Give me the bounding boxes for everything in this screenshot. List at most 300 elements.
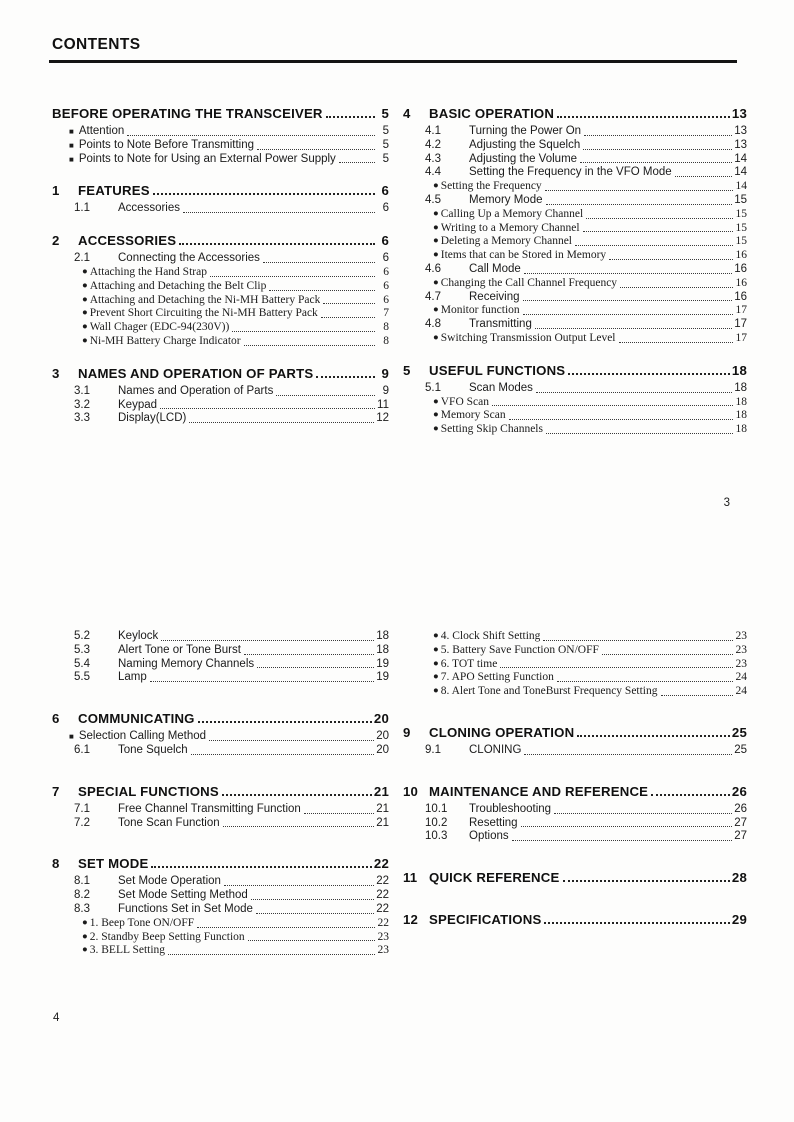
entry-number: 11 — [403, 870, 418, 886]
entry-label: 5. Battery Save Function ON/OFF — [440, 643, 599, 656]
circle-bullet-icon: ● — [433, 424, 439, 435]
toc-entry — [52, 280, 389, 294]
dot-leader — [545, 190, 733, 191]
dot-leader — [276, 395, 375, 396]
toc-entry — [52, 252, 389, 266]
entry-page-number: 22 — [376, 889, 389, 902]
dot-leader — [198, 721, 372, 723]
entry-number: 3.2 — [74, 398, 90, 411]
dot-leader — [609, 259, 733, 260]
entry-number: 8.3 — [74, 902, 90, 915]
toc-entry — [52, 875, 389, 889]
entry-page-number: 5 — [382, 138, 389, 151]
entry-number: 10.1 — [425, 802, 448, 815]
entry-page-number: 23 — [377, 930, 389, 943]
dot-leader — [619, 342, 734, 343]
entry-page-number: 21 — [373, 783, 389, 799]
toc-entry — [52, 125, 389, 139]
entry-number: 4.4 — [425, 166, 441, 179]
entry-number: 9 — [403, 724, 411, 740]
entry-number: 1 — [52, 183, 60, 199]
toc-section-heading — [52, 784, 389, 800]
entry-page-number: 6 — [381, 233, 389, 249]
entry-label: Connecting the Accessories — [118, 252, 260, 265]
entry-label: Setting the Frequency — [440, 180, 542, 193]
entry-label: Changing the Call Channel Frequency — [440, 276, 618, 289]
entry-page-number: 20 — [376, 743, 389, 756]
entry-page-number: 19 — [376, 671, 389, 684]
toc-entry — [52, 931, 389, 945]
dot-leader — [557, 116, 730, 118]
entry-label: BEFORE OPERATING THE TRANSCEIVER — [52, 106, 323, 121]
entry-label: 8. Alert Tone and ToneBurst Frequency Setting — [440, 685, 658, 698]
entry-page-number: 22 — [373, 856, 389, 872]
circle-bullet-icon: ● — [433, 181, 439, 192]
toc-column-upper-left — [52, 106, 389, 426]
entry-label: Transmitting — [469, 318, 532, 331]
entry-label: Attaching the Hand Strap — [89, 265, 207, 278]
circle-bullet-icon: ● — [433, 250, 439, 261]
toc-entry — [52, 294, 389, 308]
entry-number: 10 — [403, 783, 419, 799]
entry-page-number: 6 — [382, 252, 389, 265]
entry-page-number: 22 — [376, 902, 389, 915]
entry-label: Ni-MH Battery Charge Indicator — [89, 334, 241, 347]
dot-leader — [675, 176, 733, 177]
entry-page-number: 9 — [382, 384, 389, 397]
dot-leader — [151, 866, 371, 868]
dot-leader — [509, 419, 733, 420]
dot-leader — [577, 735, 730, 737]
square-bullet-icon: ■ — [69, 732, 74, 742]
toc-entry — [403, 139, 747, 153]
entry-page-number: 14 — [734, 166, 747, 179]
toc-column-lower-right — [403, 630, 747, 931]
entry-page-number: 15 — [734, 193, 747, 206]
entry-label: SPECIAL FUNCTIONS — [78, 783, 219, 799]
toc-entry — [52, 139, 389, 153]
entry-page-number: 18 — [735, 423, 747, 436]
toc-entry — [403, 744, 747, 758]
entry-label: Attention — [78, 125, 125, 137]
entry-page-number: 18 — [735, 409, 747, 422]
dot-leader — [323, 303, 375, 304]
entry-number: 6.1 — [74, 743, 90, 756]
entry-label: USEFUL FUNCTIONS — [429, 362, 566, 378]
entry-number: 7.2 — [74, 816, 90, 829]
entry-label: Memory Scan — [440, 409, 506, 422]
entry-label: Troubleshooting — [469, 802, 552, 815]
entry-label: Writing to a Memory Channel — [440, 221, 580, 234]
toc-entry — [403, 249, 747, 263]
entry-page-number: 7 — [383, 307, 389, 320]
dot-leader — [179, 243, 375, 245]
circle-bullet-icon: ● — [433, 208, 439, 219]
dot-leader — [197, 927, 375, 928]
toc-entry — [403, 803, 747, 817]
entry-number: 12 — [403, 912, 419, 928]
entry-label: Tone Squelch — [118, 743, 188, 756]
dot-leader — [321, 317, 375, 318]
toc-entry — [52, 730, 389, 744]
entry-page-number: 24 — [735, 685, 747, 698]
toc-entry — [52, 630, 389, 644]
dot-leader — [223, 826, 375, 827]
entry-label: Setting Skip Channels — [440, 423, 543, 436]
entry-page-number: 23 — [377, 944, 389, 957]
entry-page-number: 26 — [731, 783, 747, 799]
dot-leader — [523, 314, 733, 315]
circle-bullet-icon: ● — [433, 631, 439, 641]
entry-page-number: 13 — [734, 125, 747, 137]
circle-bullet-icon: ● — [433, 222, 439, 233]
toc-entry — [52, 803, 389, 817]
entry-label: Accessories — [118, 202, 180, 215]
toc-entry — [403, 423, 747, 437]
entry-label: Options — [469, 830, 509, 843]
entry-page-number: 21 — [376, 816, 389, 829]
entry-page-number: 15 — [735, 235, 747, 248]
dot-leader — [524, 754, 732, 755]
entry-label: Keypad — [118, 398, 158, 411]
circle-bullet-icon: ● — [82, 917, 88, 928]
sheet-page-number-3: 3 — [723, 497, 730, 509]
circle-bullet-icon: ● — [433, 396, 439, 407]
dot-leader — [168, 954, 375, 955]
dot-leader — [524, 273, 732, 274]
entry-number: 8 — [52, 856, 60, 872]
dot-leader — [189, 422, 374, 423]
entry-number: 3.3 — [74, 412, 90, 425]
entry-label: Setting the Frequency in the VFO Mode — [469, 166, 672, 179]
dot-leader — [257, 667, 374, 668]
toc-section-heading — [403, 912, 747, 928]
circle-bullet-icon: ● — [433, 236, 439, 247]
toc-entry — [52, 671, 389, 685]
dot-leader — [523, 300, 733, 301]
entry-number: 10.3 — [425, 830, 448, 843]
circle-bullet-icon: ● — [433, 644, 439, 655]
entry-number: 9.1 — [425, 743, 441, 756]
entry-number: 5 — [403, 362, 411, 378]
dot-leader — [224, 885, 374, 886]
entry-label: Set Mode Setting Method — [118, 889, 248, 902]
entry-page-number: 19 — [376, 657, 389, 670]
dot-leader — [257, 149, 375, 150]
toc-section-heading — [403, 784, 747, 800]
toc-section-heading — [403, 106, 747, 122]
toc-entry — [403, 830, 747, 844]
toc-entry — [403, 382, 747, 396]
entry-label: Tone Scan Function — [118, 816, 220, 829]
entry-page-number: 16 — [734, 262, 747, 275]
entry-label: ACCESSORIES — [78, 233, 177, 249]
toc-entry — [403, 630, 747, 644]
toc-entry — [403, 658, 747, 672]
toc-entry — [52, 944, 389, 958]
toc-entry — [52, 307, 389, 321]
entry-label: Items that can be Stored in Memory — [440, 249, 607, 262]
dot-leader — [127, 135, 375, 136]
toc-entry — [403, 222, 747, 236]
entry-number: 2 — [52, 233, 60, 249]
entry-page-number: 6 — [383, 279, 389, 292]
toc-entry — [52, 658, 389, 672]
circle-bullet-icon: ● — [82, 294, 88, 305]
entry-label: Wall Chager (EDC-94(230V)) — [89, 321, 230, 334]
dot-leader — [191, 754, 375, 755]
circle-bullet-icon: ● — [433, 277, 439, 288]
dot-leader — [620, 287, 733, 288]
entry-number: 5.1 — [425, 381, 441, 394]
circle-bullet-icon: ● — [82, 335, 88, 346]
toc-entry — [52, 321, 389, 335]
entry-page-number: 21 — [376, 802, 389, 815]
entry-label: MAINTENANCE AND REFERENCE — [429, 783, 649, 799]
entry-page-number: 26 — [734, 802, 747, 815]
entry-number: 4.8 — [425, 318, 441, 331]
toc-section-heading — [52, 233, 389, 249]
entry-label: Deleting a Memory Channel — [440, 235, 573, 248]
toc-entry — [403, 817, 747, 831]
entry-page-number: 5 — [382, 152, 389, 165]
entry-label: Names and Operation of Parts — [118, 384, 274, 397]
dot-leader — [304, 813, 374, 814]
toc-section-heading — [403, 870, 747, 886]
entry-number: 3.1 — [74, 384, 90, 397]
entry-label: Calling Up a Memory Channel — [440, 207, 584, 220]
dot-leader — [251, 899, 374, 900]
toc-section-heading — [52, 856, 389, 872]
sheet-page-number-4: 4 — [53, 1012, 60, 1024]
dot-leader — [153, 193, 375, 195]
dot-leader — [263, 262, 375, 263]
entry-label: Naming Memory Channels — [118, 657, 255, 670]
entry-label: Switching Transmission Output Level — [440, 331, 616, 344]
entry-label: CLONING — [469, 743, 522, 756]
entry-page-number: 23 — [735, 657, 747, 670]
entry-number: 4 — [403, 106, 411, 121]
dot-leader — [554, 813, 732, 814]
entry-number: 7.1 — [74, 802, 90, 815]
entry-label: 4. Clock Shift Setting — [440, 630, 541, 642]
entry-label: Scan Modes — [469, 381, 533, 394]
entry-label: Free Channel Transmitting Function — [118, 802, 301, 815]
entry-page-number: 15 — [735, 207, 747, 220]
entry-label: Turning the Power On — [469, 125, 582, 137]
toc-entry — [52, 399, 389, 413]
toc-column-lower-left — [52, 630, 389, 958]
circle-bullet-icon: ● — [433, 672, 439, 683]
entry-page-number: 5 — [381, 106, 389, 121]
dot-leader — [661, 695, 733, 696]
entry-page-number: 14 — [734, 152, 747, 165]
entry-number: 8.1 — [74, 875, 90, 888]
square-bullet-icon: ■ — [69, 127, 74, 136]
dot-leader — [269, 290, 375, 291]
circle-bullet-icon: ● — [433, 686, 439, 697]
toc-entry — [52, 385, 389, 399]
entry-label: 6. TOT time — [440, 657, 498, 670]
dot-leader — [583, 149, 732, 150]
dot-leader — [586, 218, 733, 219]
entry-number: 4.1 — [425, 125, 441, 137]
toc-entry — [52, 266, 389, 280]
entry-label: Alert Tone or Tone Burst — [118, 643, 241, 656]
dot-leader — [256, 913, 374, 914]
entry-page-number: 20 — [376, 730, 389, 743]
toc-section-heading — [403, 725, 747, 741]
toc-entry — [403, 644, 747, 658]
entry-label: Keylock — [118, 630, 159, 642]
entry-number: 2.1 — [74, 252, 90, 265]
dot-leader — [183, 212, 375, 213]
toc-entry — [52, 644, 389, 658]
entry-label: 2. Standby Beep Setting Function — [89, 930, 245, 943]
entry-label: Memory Mode — [469, 193, 543, 206]
square-bullet-icon: ■ — [69, 140, 74, 150]
entry-page-number: 15 — [735, 221, 747, 234]
circle-bullet-icon: ● — [433, 305, 439, 316]
toc-entry — [52, 917, 389, 931]
entry-label: Display(LCD) — [118, 412, 187, 425]
entry-number: 5.4 — [74, 657, 90, 670]
dot-leader — [500, 667, 733, 668]
entry-label: Resetting — [469, 816, 518, 829]
dot-leader — [232, 331, 375, 332]
entry-page-number: 27 — [734, 830, 747, 843]
entry-label: Lamp — [118, 671, 147, 684]
toc-entry — [403, 671, 747, 685]
entry-label: CLONING OPERATION — [429, 724, 575, 740]
square-bullet-icon: ■ — [69, 154, 74, 164]
entry-page-number: 22 — [377, 916, 389, 929]
entry-number: 4.6 — [425, 262, 441, 275]
dot-leader — [492, 405, 733, 406]
dot-leader — [535, 328, 732, 329]
dot-leader — [521, 826, 733, 827]
dot-leader — [244, 345, 375, 346]
dot-leader — [543, 640, 733, 641]
entry-number: 8.2 — [74, 889, 90, 902]
header-rule — [49, 60, 737, 63]
entry-page-number: 17 — [735, 304, 747, 317]
entry-number: 3 — [52, 365, 60, 381]
toc-section-heading — [52, 366, 389, 382]
toc-entry — [403, 409, 747, 423]
dot-leader — [544, 922, 729, 924]
entry-number: 4.2 — [425, 138, 441, 151]
toc-entry — [403, 166, 747, 180]
toc-section-heading — [52, 711, 389, 727]
entry-label: 1. Beep Tone ON/OFF — [89, 916, 195, 929]
dot-leader — [575, 245, 733, 246]
circle-bullet-icon: ● — [433, 332, 439, 343]
toc-entry — [403, 685, 747, 699]
entry-page-number: 6 — [382, 202, 389, 215]
dot-leader — [583, 231, 733, 232]
toc-entry — [52, 412, 389, 426]
circle-bullet-icon: ● — [82, 945, 88, 956]
dot-leader — [222, 794, 372, 796]
entry-number: 6 — [52, 711, 60, 727]
entry-label: SET MODE — [78, 856, 149, 872]
entry-page-number: 27 — [734, 816, 747, 829]
toc-entry — [52, 744, 389, 758]
entry-label: VFO Scan — [440, 395, 489, 408]
toc-entry — [52, 335, 389, 349]
entry-label: QUICK REFERENCE — [429, 870, 560, 886]
entry-number: 1.1 — [74, 202, 90, 215]
dot-leader — [580, 162, 732, 163]
dot-leader — [602, 654, 733, 655]
entry-label: Points to Note Before Transmitting — [78, 138, 254, 151]
entry-label: Attaching and Detaching the Belt Clip — [89, 279, 267, 292]
entry-page-number: 18 — [376, 630, 389, 642]
circle-bullet-icon: ● — [82, 266, 88, 277]
entry-number: 4.3 — [425, 152, 441, 165]
entry-label: 3. BELL Setting — [89, 944, 166, 957]
entry-page-number: 8 — [383, 321, 389, 334]
entry-label: FEATURES — [78, 183, 150, 199]
dot-leader — [584, 135, 732, 136]
toc-section-heading — [52, 183, 389, 199]
entry-page-number: 6 — [383, 293, 389, 306]
entry-page-number: 18 — [731, 362, 747, 378]
toc-entry — [403, 235, 747, 249]
entry-page-number: 25 — [734, 743, 747, 756]
toc-section-heading — [52, 106, 389, 122]
entry-number: 5.2 — [74, 630, 90, 642]
entry-page-number: 22 — [376, 875, 389, 888]
entry-page-number: 16 — [734, 290, 747, 303]
dot-leader — [150, 681, 374, 682]
toc-entry — [403, 180, 747, 194]
toc-entry — [52, 903, 389, 917]
entry-number: 5.5 — [74, 671, 90, 684]
entry-page-number: 23 — [735, 630, 747, 642]
dot-leader — [326, 116, 375, 118]
toc-entry — [403, 263, 747, 277]
entry-page-number: 5 — [382, 125, 389, 137]
dot-leader — [557, 681, 733, 682]
entry-page-number: 12 — [376, 412, 389, 425]
circle-bullet-icon: ● — [433, 658, 439, 669]
toc-entry — [403, 332, 747, 346]
dot-leader — [316, 376, 375, 378]
toc-entry — [403, 304, 747, 318]
dot-leader — [339, 162, 375, 163]
toc-entry — [403, 153, 747, 167]
entry-number: 4.5 — [425, 193, 441, 206]
entry-page-number: 9 — [381, 365, 389, 381]
entry-page-number: 16 — [735, 276, 747, 289]
toc-entry — [52, 889, 389, 903]
entry-label: BASIC OPERATION — [429, 106, 555, 121]
dot-leader — [536, 392, 732, 393]
dot-leader — [244, 654, 374, 655]
entry-page-number: 6 — [381, 183, 389, 199]
toc-entry — [403, 208, 747, 222]
entry-label: 7. APO Setting Function — [440, 671, 554, 684]
circle-bullet-icon: ● — [433, 410, 439, 421]
toc-entry — [52, 153, 389, 167]
entry-label: Adjusting the Volume — [469, 152, 578, 165]
entry-page-number: 17 — [735, 331, 747, 344]
circle-bullet-icon: ● — [82, 308, 88, 319]
entry-label: Call Mode — [469, 262, 521, 275]
toc-entry — [403, 125, 747, 139]
